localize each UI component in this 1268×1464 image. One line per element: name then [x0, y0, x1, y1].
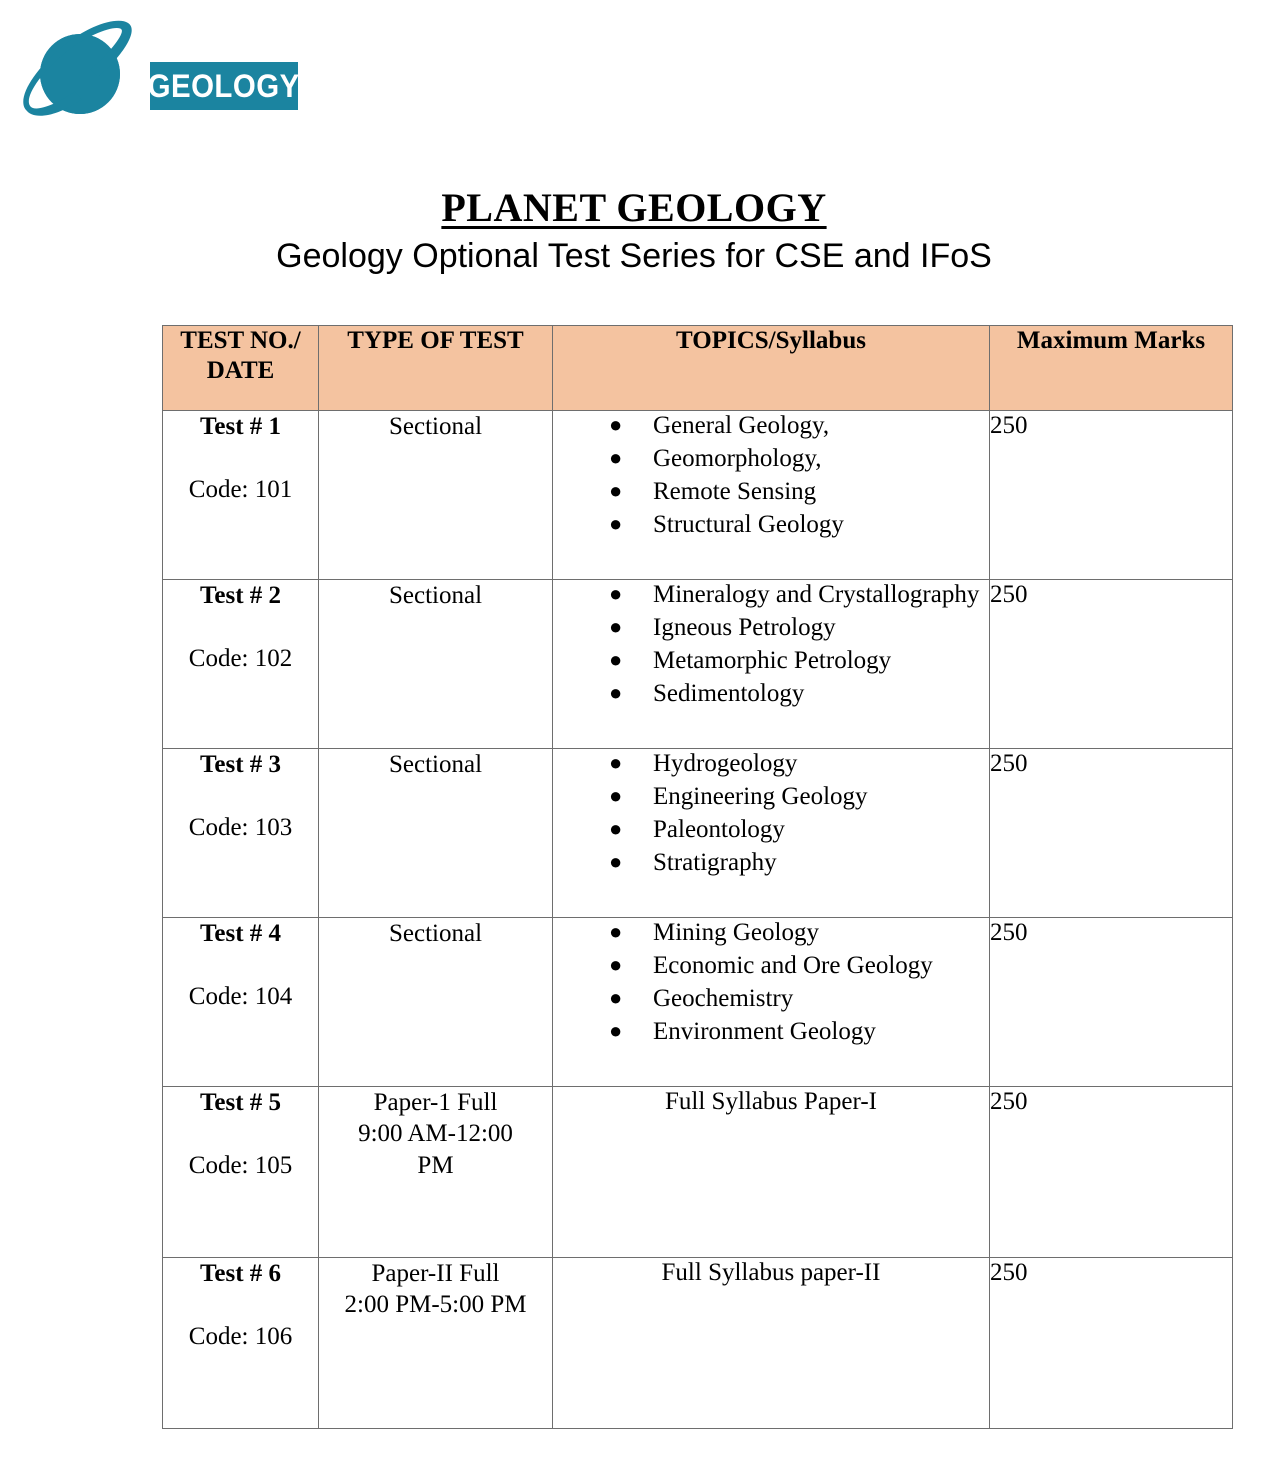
test-number: Test # 4 [199, 920, 282, 947]
cell-maximum-marks: 250 [990, 749, 1233, 918]
test-number: Test # 6 [199, 1260, 282, 1287]
cell-maximum-marks: 250 [990, 1258, 1233, 1429]
list-item [609, 918, 981, 948]
cell-type-of-test [319, 580, 553, 749]
type-line: Sectional [388, 920, 483, 947]
list-item [609, 1017, 981, 1047]
list-item [609, 749, 981, 779]
topic-list [553, 749, 989, 878]
test-number: Test # 3 [199, 751, 282, 778]
cell-maximum-marks: 250 [990, 411, 1233, 580]
topic-list [553, 918, 989, 1047]
brand-logo [18, 18, 301, 138]
list-item [609, 984, 981, 1014]
topic-text: Igneous Petrology [653, 614, 836, 641]
topic-text: Stratigraphy [653, 849, 777, 876]
cell-type-of-test [319, 1087, 553, 1258]
bullet-icon: ● [609, 445, 623, 470]
table-row [163, 749, 1233, 918]
cell-maximum-marks: 250 [990, 1087, 1233, 1258]
page-title-text: PLANET GEOLOGY [441, 185, 827, 230]
column-header-marks: Maximum Marks [990, 326, 1233, 411]
type-line: 2:00 PM-5:00 PM [344, 1291, 527, 1319]
topic-text: Mining Geology [653, 919, 819, 946]
topic-text: Structural Geology [653, 511, 844, 538]
topic-text: Geomorphology, [653, 445, 822, 472]
topic-text: Engineering Geology [653, 783, 868, 810]
test-number: Test # 1 [199, 413, 282, 440]
cell-topics [553, 580, 990, 749]
topic-text: Metamorphic Petrology [653, 647, 892, 674]
topic-text: Geochemistry [653, 985, 794, 1012]
type-line: 9:00 AM-12:00 [358, 1120, 513, 1148]
cell-test-no [163, 918, 319, 1087]
bullet-icon: ● [609, 511, 623, 536]
cell-test-no [163, 411, 319, 580]
cell-type-of-test [319, 749, 553, 918]
bullet-icon: ● [609, 750, 623, 775]
list-item [609, 679, 981, 709]
table-header-row [163, 326, 1233, 411]
column-header-topics: TOPICS/Syllabus [553, 326, 990, 411]
logo-wordmark [147, 62, 301, 110]
cell-test-no [163, 1258, 319, 1429]
cell-type-of-test [319, 1258, 553, 1429]
topic-list [553, 580, 989, 709]
topic-text: Paleontology [653, 816, 785, 843]
bullet-icon: ● [609, 1018, 623, 1043]
table-row [163, 411, 1233, 580]
bullet-icon: ● [609, 478, 623, 503]
bullet-icon: ● [609, 985, 623, 1010]
bullet-icon: ● [609, 581, 623, 606]
list-item [609, 411, 981, 441]
test-schedule-table [162, 325, 1233, 1429]
bullet-icon: ● [609, 919, 623, 944]
list-item [609, 815, 981, 845]
table-row [163, 1087, 1233, 1258]
list-item [609, 646, 981, 676]
type-line: PM [417, 1151, 454, 1179]
list-item [609, 510, 981, 540]
type-line: Sectional [388, 582, 483, 609]
table-row [163, 580, 1233, 749]
column-header-test-no-line2: DATE [206, 357, 275, 384]
cell-topics [553, 1258, 990, 1429]
test-code: Code: 106 [188, 1323, 293, 1351]
list-item [609, 782, 981, 812]
topic-text: Sedimentology [653, 680, 805, 707]
cell-maximum-marks: 250 [990, 580, 1233, 749]
page-subtitle: Geology Optional Test Series for CSE and IFoS [276, 237, 992, 275]
cell-test-no [163, 1087, 319, 1258]
test-code: Code: 101 [188, 476, 293, 504]
test-code: Code: 102 [188, 645, 293, 673]
cell-topics [553, 411, 990, 580]
table-row [163, 1258, 1233, 1429]
cell-topics [553, 749, 990, 918]
cell-test-no [163, 580, 319, 749]
test-number: Test # 2 [199, 582, 282, 609]
list-item [609, 848, 981, 878]
topic-text: Full Syllabus Paper-I [665, 1088, 877, 1115]
topic-text: Remote Sensing [653, 478, 817, 505]
type-line: Sectional [388, 751, 483, 778]
test-code: Code: 103 [188, 814, 293, 842]
cell-topics [553, 1087, 990, 1258]
cell-type-of-test [319, 411, 553, 580]
test-code: Code: 105 [188, 1152, 293, 1180]
table-row [163, 918, 1233, 1087]
bullet-icon: ● [609, 783, 623, 808]
planet-with-ring-icon [18, 18, 138, 138]
bullet-icon: ● [609, 680, 623, 705]
list-item [609, 580, 981, 610]
bullet-icon: ● [609, 647, 623, 672]
list-item [609, 613, 981, 643]
column-header-test-no [163, 326, 319, 411]
cell-topics [553, 918, 990, 1087]
cell-maximum-marks: 250 [990, 918, 1233, 1087]
logo-wordmark-text: GEOLOGY [147, 68, 301, 104]
type-line: Paper-1 Full [373, 1089, 498, 1116]
bullet-icon: ● [609, 614, 623, 639]
list-item [609, 951, 981, 981]
column-header-test-no-line1: TEST NO./ [180, 327, 301, 354]
cell-test-no [163, 749, 319, 918]
cell-type-of-test [319, 918, 553, 1087]
list-item [609, 444, 981, 474]
test-code: Code: 104 [188, 983, 293, 1011]
test-number: Test # 5 [199, 1089, 282, 1116]
type-line: Paper-II Full [371, 1260, 500, 1287]
topic-text: General Geology, [653, 412, 830, 439]
topic-text: Hydrogeology [653, 750, 798, 777]
bullet-icon: ● [609, 816, 623, 841]
topic-text: Economic and Ore Geology [653, 952, 933, 979]
list-item [609, 477, 981, 507]
bullet-icon: ● [609, 412, 623, 437]
topic-text: Mineralogy and Crystallography [653, 581, 980, 608]
bullet-icon: ● [609, 849, 623, 874]
topic-list [553, 411, 989, 540]
topic-text: Full Syllabus paper-II [661, 1259, 881, 1286]
page-title [0, 186, 1268, 231]
topic-text: Environment Geology [653, 1018, 876, 1045]
column-header-type: TYPE OF TEST [319, 326, 553, 411]
bullet-icon: ● [609, 952, 623, 977]
type-line: Sectional [388, 413, 483, 440]
